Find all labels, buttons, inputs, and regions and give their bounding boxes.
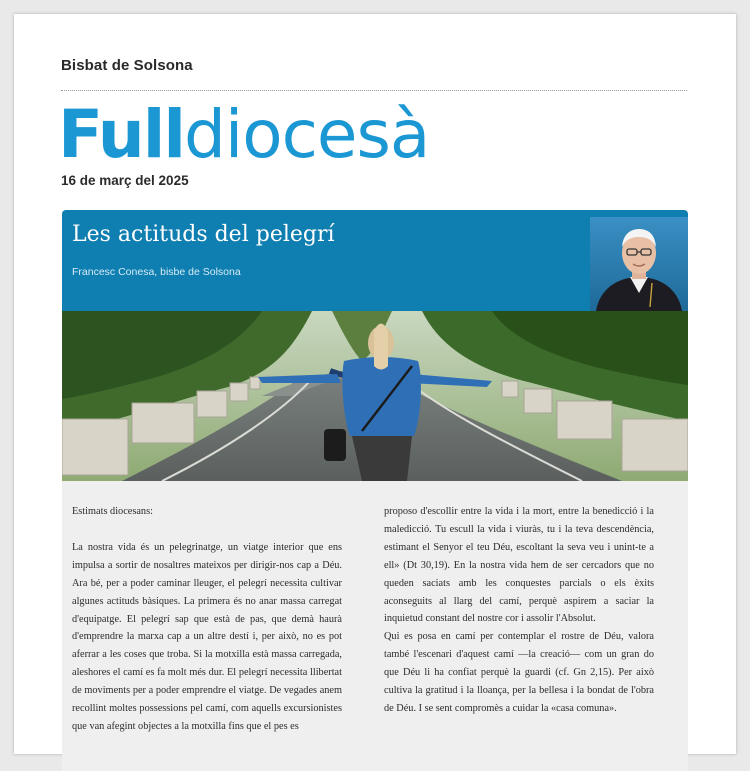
article-paragraph: Qui es posa en camí per contemplar el rostre de Déu, valora també l'escenari d'aquest camí —la creació— com un gran do que Déu li ha confiat perquè la guardi (cf. Gn 2,15). Per això cultiva la gratitud i la lloança, per la bellesa i la bondat de l'obra de Déu. I se sent compromès a cuidar la «casa comuna». [384,631,654,714]
article-column-right [384,503,654,718]
bishop-portrait-illustration [590,217,688,311]
diocese-name: Bisbat de Solsona [61,57,193,74]
newsletter-page [14,14,736,754]
article-body [62,481,688,771]
masthead-light: diocesà [184,96,430,173]
article-title: Les actituds del pelegrí [72,222,335,247]
issue-date: 16 de març del 2025 [61,173,189,188]
bishop-portrait [590,217,688,311]
pilgrim-photo [62,311,688,481]
article-paragraph: La nostra vida és un pelegrinatge, un viatge interior que ens impulsa a sortir de nosaltres mateixos per dirigir-nos cap a Déu. Ara bé, per a poder caminar lleuger, el pelegrí necessita cultivar algunes actituds bàsiques. La primera és no anar massa carregat d'equipatge. El pelegrí sap que està de pas, que demà haurà d'emprendre la marxa cap a un altre destí i, per això, no es pot aferrar a les coses que troba. Si la motxilla està massa carregada, aleshores el camí es fa molt més dur. El pelegrí necessita llibertat de moviments per a poder emprendre el viatge. De vegades anem recollint moltes possessions pel camí, com aquells excursionistes que van afegint objectes a la motxilla fins que el pes es [72,541,342,732]
article-column-left [72,503,342,736]
masthead-bold: Full [58,96,185,173]
article-greeting: Estimats diocesans: [72,506,153,517]
article-banner [62,210,688,311]
article-author: Francesc Conesa, bisbe de Solsona [72,266,241,278]
article-paragraph: proposo d'escollir entre la vida i la mort, entre la benedicció i la maledicció. Tu escull la vida i viuràs, tu i la teva descendència, estimant el Senyor el teu Déu, escoltant la seva veu i unint-te a ell» (Dt 30,19). En la nostra vida hem de ser cercadors que no queden saciats amb les conquestes parcials o els èxits aconseguits al llarg del camí, perquè aspirem a saciar la inquietud constant del nostre cor i assolir l'Absolut. [384,506,654,625]
pilgrim-on-road-illustration [62,311,688,481]
masthead-logo [58,90,429,180]
